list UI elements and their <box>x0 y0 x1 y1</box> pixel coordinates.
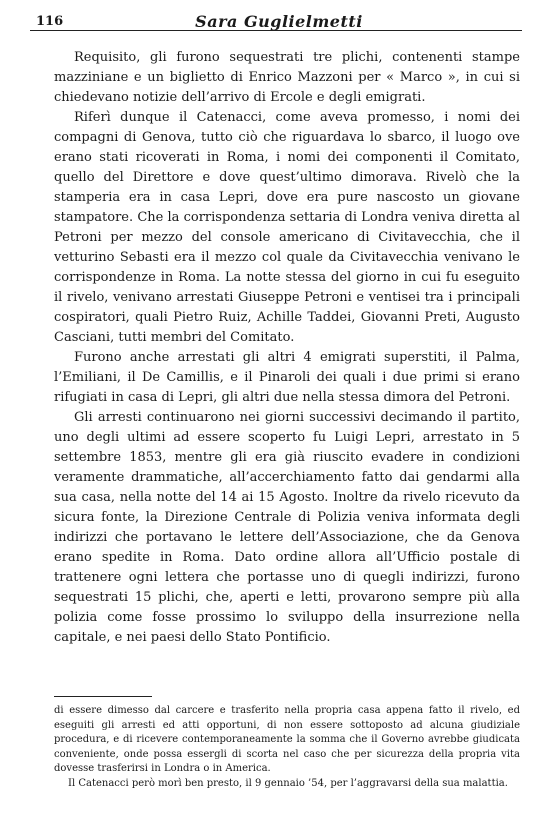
running-title: Sara Guglielmetti <box>195 12 363 31</box>
footnotes <box>54 704 520 791</box>
header-rule <box>30 30 522 31</box>
body-text <box>54 48 520 648</box>
paragraph: Riferì dunque il Catenacci, come aveva promesso, i nomi dei compagni di Genova, tutto ciò che riguardava lo sbarco, il luogo ove erano stati ricoverati in Roma, i nomi dei componenti il Comitato, quello del Direttore e dove quest’ultimo dimorava. Rivelò che la stamperia era in casa Lepri, dove era pure nascosto un giovane stampatore. Che la corrispondenza settaria di Londra veniva diretta al Petroni per mezzo del console americano di Civitavecchia, che il vetturino Sebasti era il mezzo col quale da Civitavecchia venivano le corrispondenze in Roma. La notte stessa del giorno in cui fu eseguito il rivelo, venivano arrestati Giuseppe Petroni e ventisei tra i principali cospiratori, quali Pietro Ruiz, Achille Taddei, Giovanni Preti, Augusto Casciani, tutti membri del Comitato. <box>54 110 520 345</box>
footnote: Il Catenacci però morì ben presto, il 9 gennaio ’54, per l’aggravarsi della sua malattia. <box>68 777 508 789</box>
footnote-separator <box>54 696 152 697</box>
paragraph: Furono anche arrestati gli altri 4 emigrati superstiti, il Palma, l’Emiliani, il De Camillis, e il Pinaroli dei quali i due primi si erano rifugiati in casa di Lepri, gli altri due nella stessa dimora del Petroni. <box>54 350 520 405</box>
page-number: 116 <box>36 14 64 29</box>
paragraph: Gli arresti continuarono nei giorni successivi decimando il partito, uno degli ultimi ad essere scoperto fu Luigi Lepri, arrestato in 5 settembre 1853, mentre gli era già riuscito evadere in condizioni veramente drammatiche, all’accerchiamento fatto dai gendarmi alla sua casa, nella notte del 14 ai 15 Agosto. Inoltre da rivelo ricevuto da sicura fonte, la Direzione Centrale di Polizia veniva informata degli indirizzi che portavano le lettere dell’Associazione, che da Genova erano spedite in Roma. Dato ordine allora all’Ufficio postale di trattenere ogni lettera che portasse uno di quegli indirizzi, furono sequestrati 15 plichi, che, aperti e letti, provarono sempre più alla polizia come fosse prossimo lo sviluppo della insurrezione nella capitale, e nei paesi dello Stato Pontificio. <box>54 410 520 645</box>
footnote-continuation: di essere dimesso dal carcere e trasferito nella propria casa appena fatto il rivelo, ed eseguiti gli arresti ed atti opportuni, di non essere sottoposto ad alcuna giudiziale procedura, e di ricevere contemporaneamente la somma che il Governo avrebbe giudicata conveniente, onde possa essergli di scorta nel caso che per sicurezza della propria vita dovesse trasferirsi in Londra o in America. <box>54 705 520 774</box>
paragraph: Requisito, gli furono sequestrati tre plichi, contenenti stampe mazziniane e un biglietto di Enrico Mazzoni per « Marco », in cui si chiedevano notizie dell’arrivo di Ercole e degli emigrati. <box>54 50 520 105</box>
